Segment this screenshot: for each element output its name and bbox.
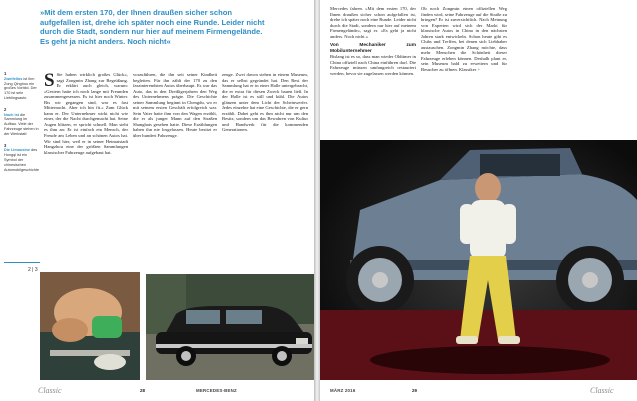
side-note-3 — [4, 144, 40, 173]
collector-car-illustration — [320, 140, 637, 380]
footer-left — [0, 381, 314, 401]
side-notes — [4, 72, 40, 179]
article-text: vorzuführen, die ihn seit seiner Kindheit begleiten. Für ihn zählt der 170 zu den faszinierendsten Autos überhaupt. Es war das Auto, das in den Dreißigerjahren den Weg des Unternehmens prägte. Die Geschichte seiner Sammlung beginnt in Chengdu, wo er mit seinem ersten Geschäft erfolgreich war. Sein Vater hatte ihm von den Wagen erzählt, die er als junger Mann auf den Straßen Shanghais gesehen hatte. Diese Erzählungen haben ihn nie losgelassen. Heute besitzt er über hundert Fahrzeuge. — [133, 72, 217, 139]
article-column-2 — [133, 72, 217, 139]
article-text: Ob noch Zongmin einen offiziellen Weg finden wird, seine Fahrzeuge auf die Straße zu bringen? Er ist zuversichtlich. Nach Meinung von Experten wird sich der Markt für klassische Autos in China in den nächsten Jahren stark entwickeln. Schon heute gibt es Clubs und Treffen, bei denen sich Liebhaber austauschen. Zongmin Zhang möchte, dass mehr Menschen die Schönheit dieser Fahrzeuge erleben können. Deshalb plant er, sein Museum bald zu erweitern und für Besucher zu öffnen. Klassiker — [421, 6, 507, 73]
article-paragraph — [421, 6, 507, 73]
side-note-head: Noch ist — [4, 112, 19, 117]
photo-vintage-limousine — [146, 274, 314, 380]
page-number: 29 — [412, 388, 417, 393]
photo-polishing-illustration — [40, 272, 140, 380]
side-note-2 — [4, 108, 40, 137]
article-text: Sie haben wirklich großes Glück«, sagt Zongmin Zhang zur Begrüßung. Er erklärt auch gleich, warum: »Gestern hatte ich noch lange mit Freunden zusammengesessen. Es ist hier noch Winter. Bis wir gegangen sind, war es fast Mitternacht. Aber ich bin fit.« Zum Glück kann er. Der Unternehmer wirkt nicht wie einer, der die Nacht durchgemacht hat. Seine Augen blitzen, er spricht schnell. Man sieht es ihm an: Er ist einfach ein Mensch, der Freude am Leben und an schönen Autos hat. Wir sind hier, weil er in seiner Heimatstadt Hangzhou eine der größten Sammlungen klassischer Fahrzeuge aufgebaut hat. — [44, 72, 128, 155]
page-number: 28 — [140, 388, 145, 393]
drop-cap: S — [44, 70, 55, 91]
publication-name: MERCEDES-BENZ — [196, 388, 237, 393]
side-note-number: 1 — [4, 71, 7, 76]
footer-right — [320, 381, 637, 401]
side-rule — [4, 262, 40, 263]
side-note-text: ist ihm Zong Qinghou ein großes Vorbild. Der 170 ist sein Lieblingsauto — [4, 76, 37, 100]
end-mark: + — [477, 67, 481, 73]
issue-date: MÄRZ 2016 — [330, 388, 356, 393]
side-note-head: Zweifellos — [4, 76, 23, 81]
side-note-number: 3 — [4, 142, 7, 148]
photo-polishing-hands — [40, 272, 140, 380]
article-paragraph — [44, 72, 128, 155]
side-note-text: die Sammlung im Aufbau. Viele der Fahrzeuge stehen in der Werkstatt — [4, 112, 39, 136]
photo-collector-with-classic-car — [320, 140, 637, 380]
side-note-head: Die Limousine — [4, 148, 30, 153]
article-column-3 — [222, 72, 308, 133]
article-text: Mercedes fahren. »Mit dem ersten 170, der Ihnen draußen sicher schon aufgefallen ist, drehe ich später noch eine Runde. Leider nicht durch die Stadt, sondern nur hier auf meinem Firmengelände«, sagt er. »Es geht ja nicht anders. Noch nicht.« — [330, 6, 416, 39]
article-column-1 — [44, 72, 128, 155]
side-note-number: 2 — [4, 106, 7, 112]
article-column-5 — [421, 6, 507, 73]
left-page — [0, 0, 314, 401]
article-column-4 — [330, 6, 416, 77]
article-text: zeuge. Zwei davon stehen in einem Museum, das er selbst gegründet hat. Den Rest der Sammlung hat er in einer Halle untergebracht, die er extra für diesen Zweck bauen ließ. In der Halle ist es still und kühl. Die Autos glänzen unter dem Licht der Scheinwerfer. Jedes einzelne hat eine Geschichte, die er gern erzählt. Dabei geht es ihm nicht nur um den Besitz, sondern um das Bewahren von Kultur und Handwerk für die kommenden Generationen. — [222, 72, 308, 133]
side-note-1 — [4, 72, 40, 101]
side-note-text: des Hongqi ist ein Symbol der chinesischen Automobilgeschichte — [4, 148, 40, 172]
article-text: Bislang ist es so, dass man wieder Oldtimer in China offiziell nach China einführen darf. Die Fahrzeuge müssen umfangreich restauriert werden, bevor sie zugelassen werden können. — [330, 54, 416, 77]
intro-quote: »Mit dem ersten 170, der Ihnen draußen sicher schon aufgefallen ist, drehe ich später noch eine Runde. Leider nicht durch die Stadt, sondern nur hier auf meinem Firmengelände. Es geht ja nicht anders. Noch nicht« — [40, 8, 265, 46]
magazine-logo: Classic — [38, 386, 62, 395]
limousine-illustration — [146, 274, 314, 380]
side-photo-reference: 2 | 3 — [28, 267, 38, 273]
magazine-logo: Classic — [590, 386, 614, 395]
article-subhead: Von Mechaniker zum Mobilunternehmer — [330, 43, 416, 54]
